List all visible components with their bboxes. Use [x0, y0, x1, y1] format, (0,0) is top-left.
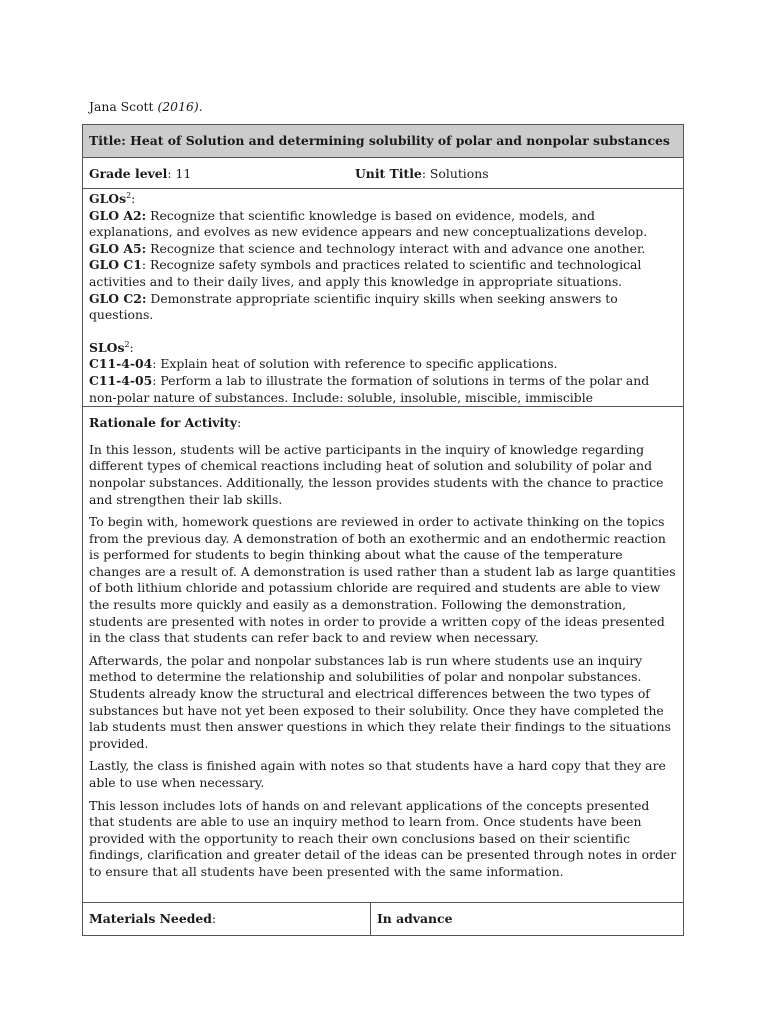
rationale-colon: : [237, 415, 242, 431]
unit-title [355, 166, 489, 183]
grade-value: : 11 [167, 166, 192, 181]
rationale-heading [89, 415, 677, 432]
lesson-title: Heat of Solution and determining solubility of polar and nonpolar substances [125, 133, 670, 148]
glo-code: GLO C2: [89, 290, 147, 306]
glo-code: GLO C1 [89, 257, 142, 273]
glo-item [89, 257, 677, 290]
slo-code: C11-4-04 [89, 356, 153, 372]
glos-heading [89, 191, 677, 208]
slos-heading [89, 340, 677, 357]
materials-colon: : [211, 911, 217, 927]
slo-text: : Perform a lab to illustrate the formation of solutions in terms of the polar and non-polar nature of substances. Include: soluble, insoluble, miscible, immiscible [89, 372, 650, 405]
unit-value: : Solutions [421, 166, 489, 181]
rationale-paragraph: To begin with, homework questions are reviewed in order to activate thinking on the topics from the previous day. A demonstration of both an exothermic and an endothermic reaction is performed for students to begin thinking about what the cause of the temperature changes are a result of. A demonstration is used rather than a student lab as large quantities of both lithium chloride and potassium chloride are required and students are able to view the results more quickly and easily as a demonstration. Following the demonstration, students are presented with notes in order to provide a written copy of the ideas presented in the class that students can refer back to and review when necessary. [89, 514, 676, 646]
slo-text: : Explain heat of solution with reference to specific applications. [152, 356, 558, 372]
slos-footnote: 2 [124, 339, 130, 349]
grade-unit-row [83, 158, 684, 189]
glo-code: GLO A2: [89, 207, 147, 223]
title-label: Title: [89, 133, 126, 148]
slo-code: C11-4-05 [89, 372, 153, 388]
glos-colon: : [131, 191, 136, 206]
glo-item [89, 241, 677, 258]
author-name: Jana Scott [89, 99, 154, 114]
glo-text: Recognize that science and technology interact with and advance one another. [146, 240, 646, 256]
rationale-paragraph: Afterwards, the polar and nonpolar substances lab is run where students use an inquiry method to determine the relationship and solubilities of polar and nonpolar substances. Students already know the structural and electrical differences between the two types of substances but have not yet been exposed to their solubility. Once they have completed the lab students must then answer questions in which they relate their findings to the situations provided. [89, 652, 671, 751]
rationale-paragraph: In this lesson, students will be active participants in the inquiry of knowledge regarding different types of chemical reactions including heat of solution and solubility of polar and nonpolar substances. Additionally, the lesson provides students with the chance to practice and strengthen their lab skills. [89, 441, 664, 507]
materials-label: Materials Needed [89, 911, 212, 927]
glos-heading-text: GLOs [89, 191, 127, 206]
glo-text: Demonstrate appropriate scientific inquiry skills when seeking answers to questions. [89, 290, 618, 323]
rationale-paragraph: Lastly, the class is finished again with notes so that students have a hard copy that they are able to use when necessary. [89, 758, 666, 790]
glo-text: : Recognize safety symbols and practices related to scientific and technological activities and to their daily lives, and apply this knowledge in appropriate situations. [89, 257, 642, 289]
rationale-paragraph: This lesson includes lots of hands on and relevant applications of the concepts presented that students are able to use an inquiry method to learn from. Once students have been provided with the opportunity to reach their own conclusions based on their scientific findings, clarification and greater detail of the ideas can be presented through notes in order to ensure that all students have been presented with the same information. [89, 797, 677, 879]
grade-label: Grade level [89, 166, 168, 181]
rationale-heading-text: Rationale for Activity [89, 415, 238, 431]
glos-footnote: 2 [126, 190, 132, 200]
glo-code: GLO A5: [89, 240, 147, 256]
slo-item [89, 356, 677, 373]
materials-cell [83, 903, 371, 936]
glo-item [89, 291, 677, 324]
glo-item [89, 208, 677, 241]
slos-colon: : [129, 339, 134, 355]
author-year: (2016) [157, 99, 199, 114]
outcomes-cell [83, 189, 684, 407]
slo-item [89, 373, 677, 406]
lesson-plan-table [82, 124, 684, 936]
author-line [89, 99, 203, 116]
glo-text: Recognize that scientific knowledge is based on evidence, models, and explanations, and evolves as new evidence appears and new conceptualizations develop. [89, 207, 648, 240]
title-row [83, 125, 684, 158]
advance-label: In advance [377, 911, 453, 927]
author-period: . [198, 99, 203, 114]
spacer [89, 324, 677, 340]
slos-heading-text: SLOs [89, 339, 125, 355]
unit-label: Unit Title [355, 166, 422, 181]
rationale-cell [83, 407, 684, 903]
advance-cell [371, 903, 684, 936]
